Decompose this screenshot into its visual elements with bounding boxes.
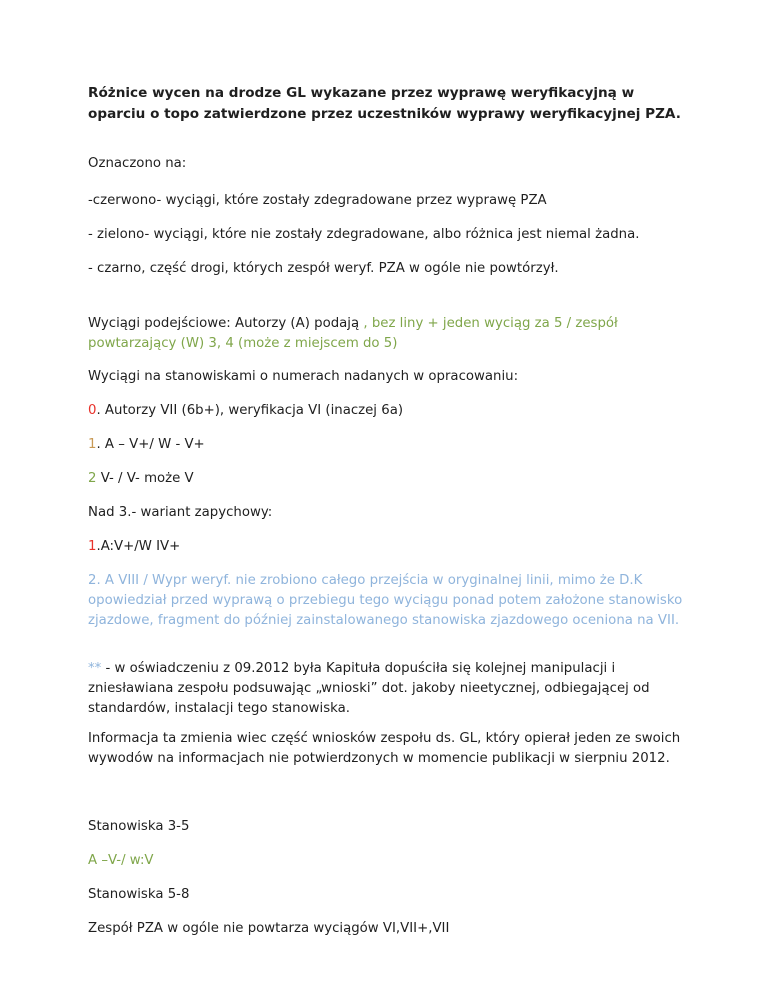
legend-black-line: - czarno, część drogi, których zespół weryf. PZA w ogóle nie powtórzył.: [88, 261, 559, 276]
pitch-1-text: . A – V+/ W - V+: [96, 437, 205, 452]
variant-1: [88, 537, 688, 557]
pitch-0-number: 0: [88, 403, 97, 418]
stations-3-5-value: A –V-/ w:V: [88, 853, 154, 868]
variant-2: 2. A VIII / Wypr weryf. nie zrobiono całego przejścia w oryginalnej linii, mimo że D.K opowiedział przed wyprawą o przebiegu tego wyciągu ponad potem założone stanowisko zjazdowe, fragment do później zainstalowanego stanowiska zjazdowego oceniona na VII.: [88, 573, 683, 628]
pitch-2-text: V- / V- może V: [96, 471, 194, 486]
pitch-0-text: . Autorzy VII (6b+), weryfikacja VI (inaczej 6a): [96, 403, 404, 418]
variant-1-text: .A:V+/W IV+: [96, 539, 181, 554]
pitch-1-number: 1: [88, 437, 97, 452]
pitch-0: [88, 401, 688, 421]
legend-green-line: - zielono- wyciągi, które nie zostały zdegradowane, albo różnica jest niemal żadna.: [88, 227, 640, 242]
note-text: - w oświadczeniu z 09.2012 była Kapituła dopuściła się kolejnej manipulacji i zniesławiana zespołu podsuwając „wnioski” dot. jakoby nieetycznej, odbiegającej od standardów, instalacji tego stanowiska.: [88, 661, 650, 716]
variant-heading: Nad 3.- wariant zapychowy:: [88, 505, 273, 520]
pitches-intro: Wyciągi na stanowiskami o numerach nadanych w opracowaniu:: [88, 369, 519, 384]
stations-3-5-heading: Stanowiska 3-5: [88, 819, 190, 834]
stations-5-8-heading: Stanowiska 5-8: [88, 887, 190, 902]
pitch-1: [88, 435, 688, 455]
note-stars: **: [88, 661, 102, 676]
stations-5-8-value: Zespół PZA w ogóle nie powtarza wyciągów VI,VII+,VII: [88, 921, 450, 936]
approach-colored: , bez liny + jeden wyciąg za 5 / zespół powtarzający (W) 3, 4 (może z miejscem do 5): [88, 316, 618, 351]
note-paragraph: [88, 659, 688, 719]
legend-heading: Oznaczono na:: [88, 156, 187, 171]
approach-paragraph: [88, 314, 688, 354]
document-title: Różnice wycen na drodze GL wykazane przez wyprawę weryfikacyjną w oparciu o topo zatwierdzone przez uczestników wyprawy weryfikacyjnej PZA.: [88, 85, 681, 122]
pitch-2: [88, 469, 688, 489]
info-paragraph: Informacja ta zmienia wiec część wniosków zespołu ds. GL, który opierał jeden ze swoich wywodów na informacjach nie potwierdzonych w momencie publikacji w sierpniu 2012.: [88, 731, 681, 766]
pitch-2-number: 2: [88, 471, 97, 486]
legend-red-line: -czerwono- wyciągi, które zostały zdegradowane przez wyprawę PZA: [88, 193, 547, 208]
approach-prefix: Wyciągi podejściowe: Autorzy (A) podają: [88, 316, 360, 331]
variant-1-number: 1: [88, 539, 97, 554]
